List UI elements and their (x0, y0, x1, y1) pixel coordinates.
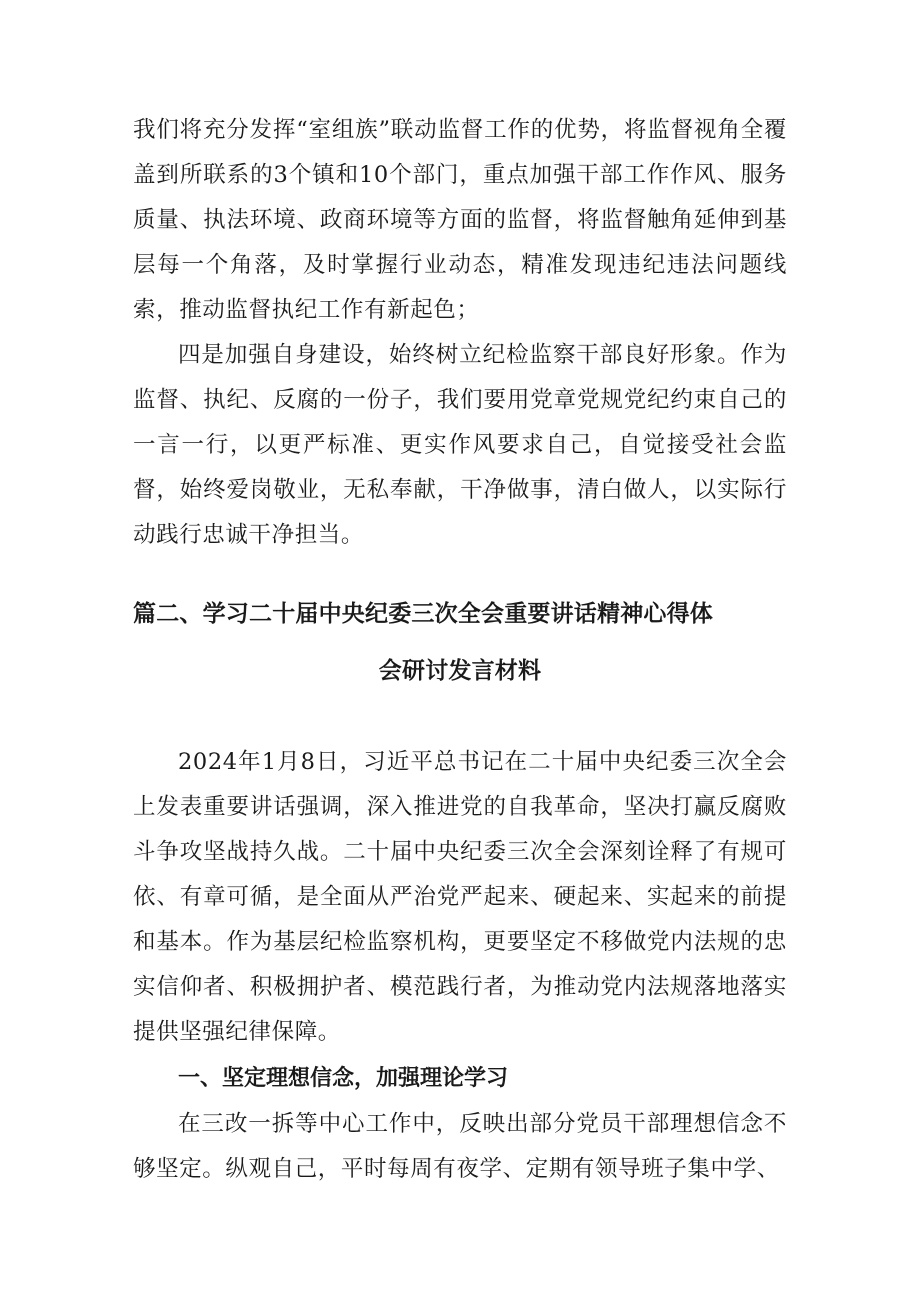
body-paragraph-4: 在三改一拆等中心工作中，反映出部分党员干部理想信念不够坚定。纵观自己，平时每周有夜学、定期有领导班子集中学、 (133, 1111, 787, 1182)
article-title-line-1: 篇二、学习二十届中央纪委三次全会重要讲话精神心得体 (133, 601, 713, 627)
body-paragraph-2: 四是加强自身建设，始终树立纪检监察干部良好形象。作为监督、执纪、反腐的一份子，我们要用党章党规党纪约束自己的一言一行，以更严标准、更实作风要求自己，自觉接受社会监督，始终爱岗敬业，无私奉献，干净做事，清白做人，以实际行动践行忠诚干净担当。 (133, 342, 787, 548)
article-title-line-2: 会研讨发言材料 (378, 658, 542, 684)
body-paragraph-1: 我们将充分发挥“室组族”联动监督工作的优势，将监督视角全覆盖到所联系的3个镇和10个部门，重点加强干部工作作风、服务质量、执法环境、政商环境等方面的监督，将监督触角延伸到基层每一个角落，及时掌握行业动态，精准发现违纪违法问题线索，推动监督执纪工作有新起色； (133, 117, 787, 323)
section-heading-1: 一、坚定理想信念，加强理论学习 (178, 1066, 509, 1091)
body-paragraph-3: 2024年1月8日，习近平总书记在二十届中央纪委三次全会上发表重要讲话强调，深入推进党的自我革命，坚决打赢反腐败斗争攻坚战持久战。二十届中央纪委三次全会深刻诠释了有规可依、有章可循，是全面从严治党严起来、硬起来、实起来的前提和基本。作为基层纪检监察机构，更要坚定不移做党内法规的忠实信仰者、积极拥护者、模范践行者，为推动党内法规落地落实提供坚强纪律保障。 (133, 749, 787, 1045)
